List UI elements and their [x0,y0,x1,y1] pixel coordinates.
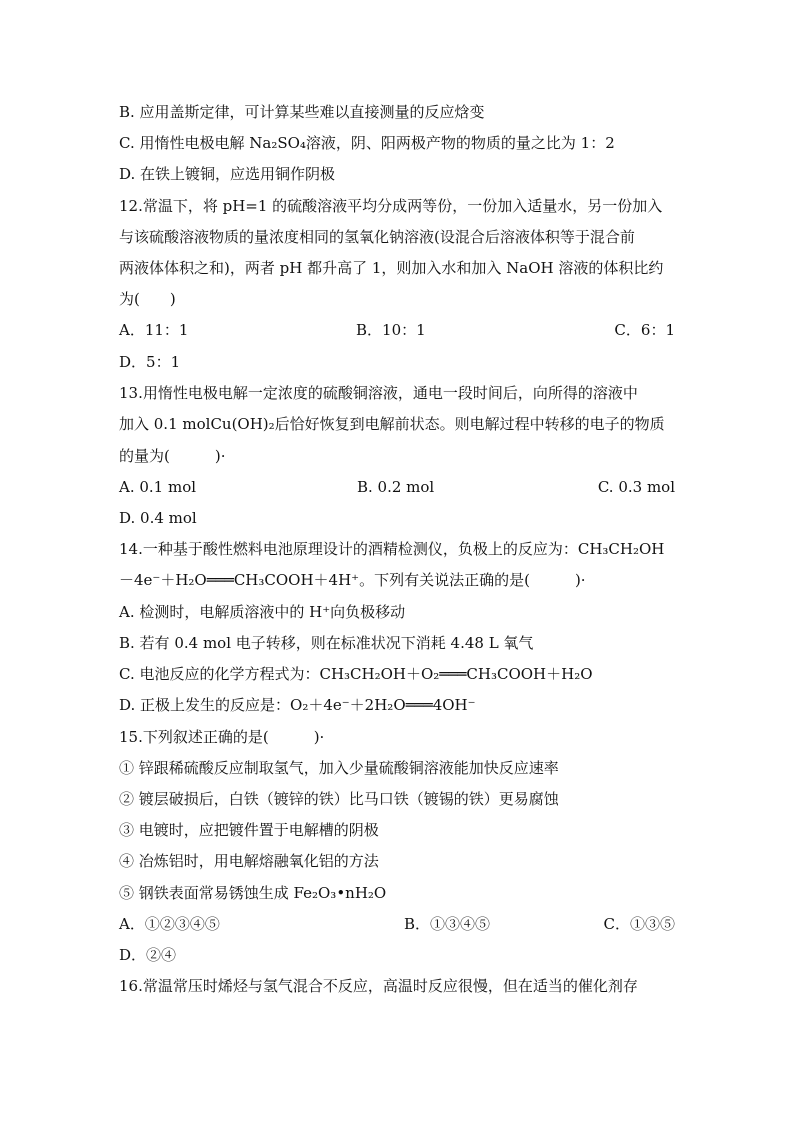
text-line: ⑤ 钢铁表面常易锈蚀生成 Fe₂O₃•nH₂O [119,884,387,902]
text-line: B. 若有 0.4 mol 电子转移，则在标准状况下消耗 4.48 L 氧气 [119,634,534,652]
option-a: A．11：1 [119,321,189,339]
text-line: 与该硫酸溶液物质的量浓度相同的氢氧化钠溶液(设混合后溶液体积等于混合前 [119,228,635,246]
text-line: 的量为( )· [119,447,226,465]
text-line: A. 检测时，电解质溶液中的 H⁺向负极移动 [119,603,406,621]
text-line: D．5：1 [119,353,181,371]
option-a: A．①②③④⑤ [119,915,220,933]
text-line: ② 镀层破损后，白铁（镀锌的铁）比马口铁（镀锡的铁）更易腐蚀 [119,790,559,808]
text-line: D. 正极上发生的反应是：O₂＋4e⁻＋2H₂O═══4OH⁻ [119,696,476,714]
text-line: 加入 0.1 molCu(OH)₂后恰好恢复到电解前状态。则电解过程中转移的电子的物质 [119,415,665,433]
answer-options-row [119,320,675,340]
option-b: B. 0.2 mol [357,478,435,496]
option-c: C．①③⑤ [603,915,675,933]
option-c: C．6：1 [614,321,675,339]
text-line: D. 0.4 mol [119,509,197,527]
text-line: D．②④ [119,946,177,964]
answer-options-row [119,914,675,934]
option-c: C. 0.3 mol [597,478,675,496]
answer-options-row [119,477,675,497]
text-line: 16.常温常压时烯烃与氢气混合不反应，高温时反应很慢，但在适当的催化剂存 [119,977,638,995]
text-line: －4e⁻＋H₂O═══CH₃COOH＋4H⁺。下列有关说法正确的是( )· [119,571,586,589]
text-line: C. 用惰性电极电解 Na₂SO₄溶液，阴、阳两极产物的物质的量之比为 1：2 [119,134,615,152]
text-line: 两液体体积之和)，两者 pH 都升高了 1，则加入水和加入 NaOH 溶液的体积比约 [119,259,664,277]
text-line: 14.一种基于酸性燃料电池原理设计的酒精检测仪，负极上的反应为：CH₃CH₂OH [119,540,665,558]
text-line: D. 在铁上镀铜，应选用铜作阴极 [119,165,336,183]
option-a: A. 0.1 mol [119,478,197,496]
text-line: ③ 电镀时，应把镀件置于电解槽的阴极 [119,821,379,839]
text-line: 12.常温下，将 pH=1 的硫酸溶液平均分成两等份，一份加入适量水，另一份加入 [119,197,663,215]
text-line: 为( ) [119,290,176,308]
text-line: 13.用惰性电极电解一定浓度的硫酸铜溶液，通电一段时间后，向所得的溶液中 [119,384,638,402]
text-line: ④ 冶炼铝时，用电解熔融氧化铝的方法 [119,852,379,870]
text-line: B. 应用盖斯定律，可计算某些难以直接测量的反应焓变 [119,103,485,121]
text-line: C. 电池反应的化学方程式为：CH₃CH₂OH＋O₂═══CH₃COOH＋H₂O [119,665,593,683]
text-line: 15.下列叙述正确的是( )· [119,728,325,746]
option-b: B．①③④⑤ [404,915,491,933]
option-b: B．10：1 [356,321,426,339]
text-line: ① 锌跟稀硫酸反应制取氢气，加入少量硫酸铜溶液能加快反应速率 [119,759,559,777]
